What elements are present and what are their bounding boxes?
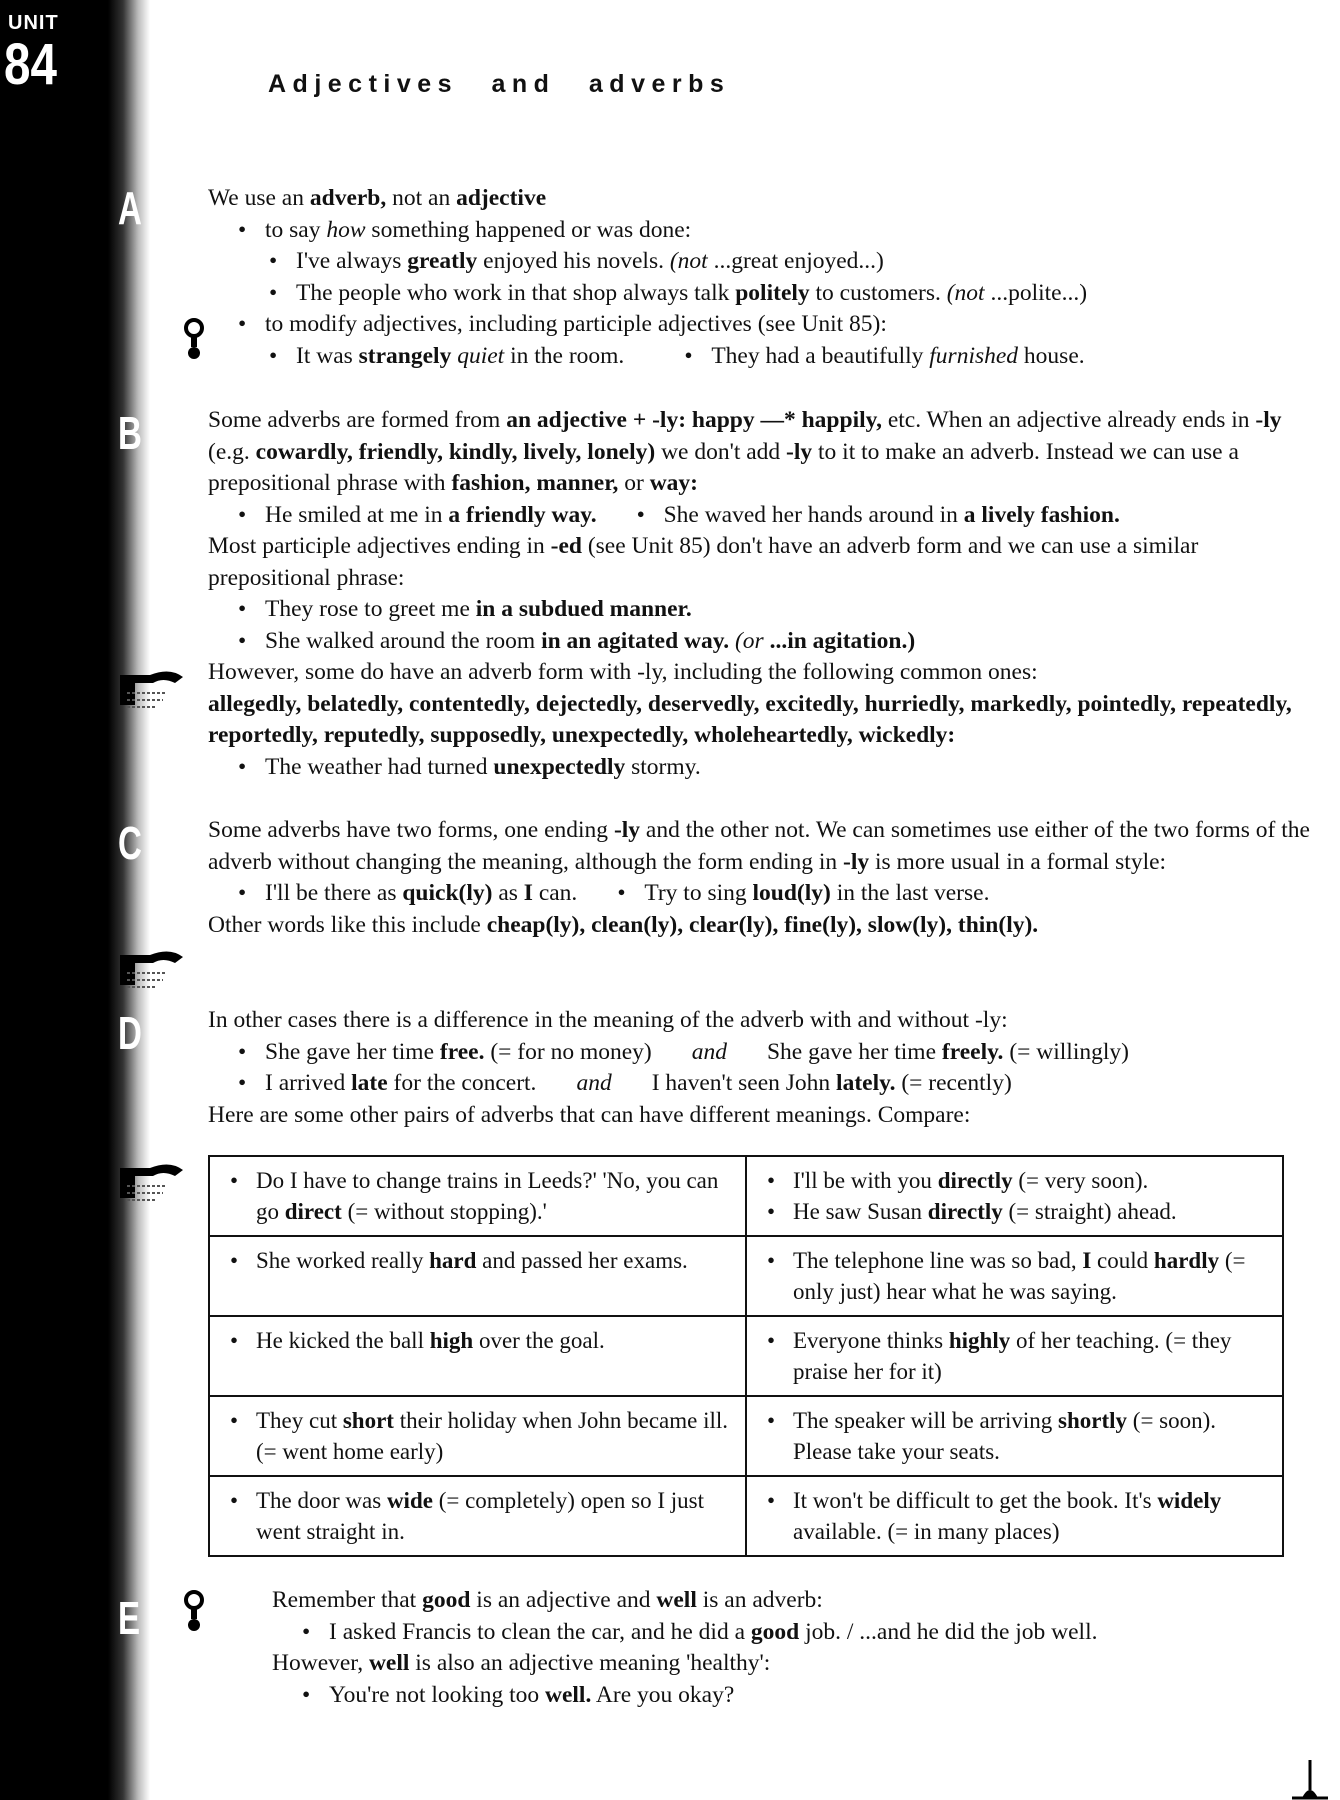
- table-cell: • He kicked the ball high over the goal.: [209, 1316, 746, 1396]
- table-row: [209, 1156, 1283, 1236]
- table-cell: • The door was wide (= completely) open so I just went straight in.: [209, 1476, 746, 1556]
- cross-reference-arrow-icon: [115, 935, 190, 995]
- example-sentence: • I arrived late for the concert. and I haven't seen John lately. (= recently): [238, 1070, 1012, 1096]
- example-sentence: • I'll be there as quick(ly) as I can. • Try to sing loud(ly) in the last verse.: [238, 880, 990, 906]
- paragraph: In other cases there is a difference in the meaning of the adverb with and without -ly:: [208, 1007, 1008, 1033]
- section-a-intro: We use an adverb, not an adjective: [208, 185, 547, 211]
- paragraph: Some adverbs have two forms, one ending -ly and the other not. We can sometimes use either of the two forms of the adverb without changing the meaning, although the form ending in -ly is more usual in a formal style:: [208, 817, 1310, 875]
- paragraph: Other words like this include cheap(ly), clean(ly), clear(ly), fine(ly), slow(ly), thin(ly).: [208, 911, 1039, 938]
- cross-reference-arrow-icon: [115, 1148, 190, 1208]
- table-row: [209, 1316, 1283, 1396]
- section-b: [208, 405, 1318, 783]
- section-d: [208, 1005, 1318, 1131]
- table-cell: • They cut short their holiday when John became ill. (= went home early): [209, 1396, 746, 1476]
- key-point-icon: [180, 318, 208, 360]
- section-letter-d: D: [118, 1007, 142, 1059]
- list-item: • to modify adjectives, including participle adjectives (see Unit 85):: [238, 311, 887, 337]
- table-cell: • She worked really hard and passed her exams.: [209, 1236, 746, 1316]
- cross-reference-arrow-icon: [115, 655, 190, 715]
- example-sentence: • They rose to greet me in a subdued manner.: [238, 596, 692, 622]
- example-sentence: • She gave her time free. (= for no money) and She gave her time freely. (= willingly): [238, 1038, 1129, 1065]
- paragraph: However, some do have an adverb form with -ly, including the following common ones:: [208, 659, 1038, 685]
- key-point-icon: [180, 1590, 208, 1632]
- paragraph: Here are some other pairs of adverbs that can have different meanings. Compare:: [208, 1101, 971, 1128]
- comparison-table: [208, 1155, 1284, 1557]
- example-sentence: • I asked Francis to clean the car, and he did a good job. / ...and he did the job well.: [302, 1618, 1098, 1645]
- page-corner-mark-icon: [1292, 1760, 1328, 1800]
- paragraph: Some adverbs are formed from an adjective + -ly: happy —* happily, etc. When an adjective already ends in -ly (e.g. cowardly, friendly, kindly, lively, lonely) we don't add -ly to it to make an adverb. Instead we can use a prepositional phrase with fashion, manner, or way:: [208, 407, 1282, 496]
- unit-label: UNIT: [8, 12, 59, 34]
- section-a: [208, 183, 1318, 372]
- table-cell: • Everyone thinks highly of her teaching. (= they praise her for it): [746, 1316, 1283, 1396]
- table-cell: • It won't be difficult to get the book. It's widely available. (= in many places): [746, 1476, 1283, 1556]
- table-cell: • The telephone line was so bad, I could hardly (= only just) hear what he was saying.: [746, 1236, 1283, 1316]
- table-row: [209, 1236, 1283, 1316]
- example-sentence: • She walked around the room in an agitated way. (or ...in agitation.): [238, 627, 916, 654]
- table-row: [209, 1476, 1283, 1556]
- section-letter-c: C: [118, 817, 142, 869]
- table-cell: • I'll be with you directly (= very soon). • He saw Susan directly (= straight) ahead.: [746, 1156, 1283, 1236]
- unit-number: 84: [4, 32, 57, 97]
- section-e: [272, 1585, 1312, 1711]
- paragraph: However, well is also an adjective meaning 'healthy':: [272, 1650, 771, 1676]
- paragraph: Remember that good is an adjective and well is an adverb:: [272, 1587, 823, 1613]
- adverb-list: allegedly, belatedly, contentedly, dejectedly, deservedly, excitedly, hurriedly, markedly, pointedly, repeatedly, reportedly, reputedly, supposedly, unexpectedly, wholeheartedly, wickedly:: [208, 690, 1292, 748]
- table-row: [209, 1396, 1283, 1476]
- section-letter-a: A: [118, 182, 142, 234]
- section-c: [208, 815, 1318, 941]
- table-cell: • The speaker will be arriving shortly (= soon). Please take your seats.: [746, 1396, 1283, 1476]
- example-sentence: • You're not looking too well. Are you okay?: [302, 1681, 735, 1708]
- example-sentence: • He smiled at me in a friendly way. • She waved her hands around in a lively fashion.: [238, 501, 1120, 528]
- list-item: • to say how something happened or was done:: [238, 216, 692, 243]
- example-sentence: • The weather had turned unexpectedly stormy.: [238, 753, 701, 780]
- section-letter-b: B: [118, 407, 142, 459]
- example-sentence: • It was strangely quiet in the room. • They had a beautifully furnished house.: [269, 342, 1085, 369]
- paragraph: Most participle adjectives ending in -ed (see Unit 85) don't have an adverb form and we can use a similar prepositional phrase:: [208, 533, 1199, 591]
- unit-spine: [0, 0, 150, 1800]
- page-title: Adjectives and adverbs: [268, 70, 731, 98]
- section-letter-e: E: [118, 1592, 141, 1644]
- example-sentence: • I've always greatly enjoyed his novels. (not ...great enjoyed...): [269, 248, 884, 274]
- table-cell: • Do I have to change trains in Leeds?' 'No, you can go direct (= without stopping).': [209, 1156, 746, 1236]
- example-sentence: • The people who work in that shop always talk politely to customers. (not ...polite...): [269, 279, 1088, 306]
